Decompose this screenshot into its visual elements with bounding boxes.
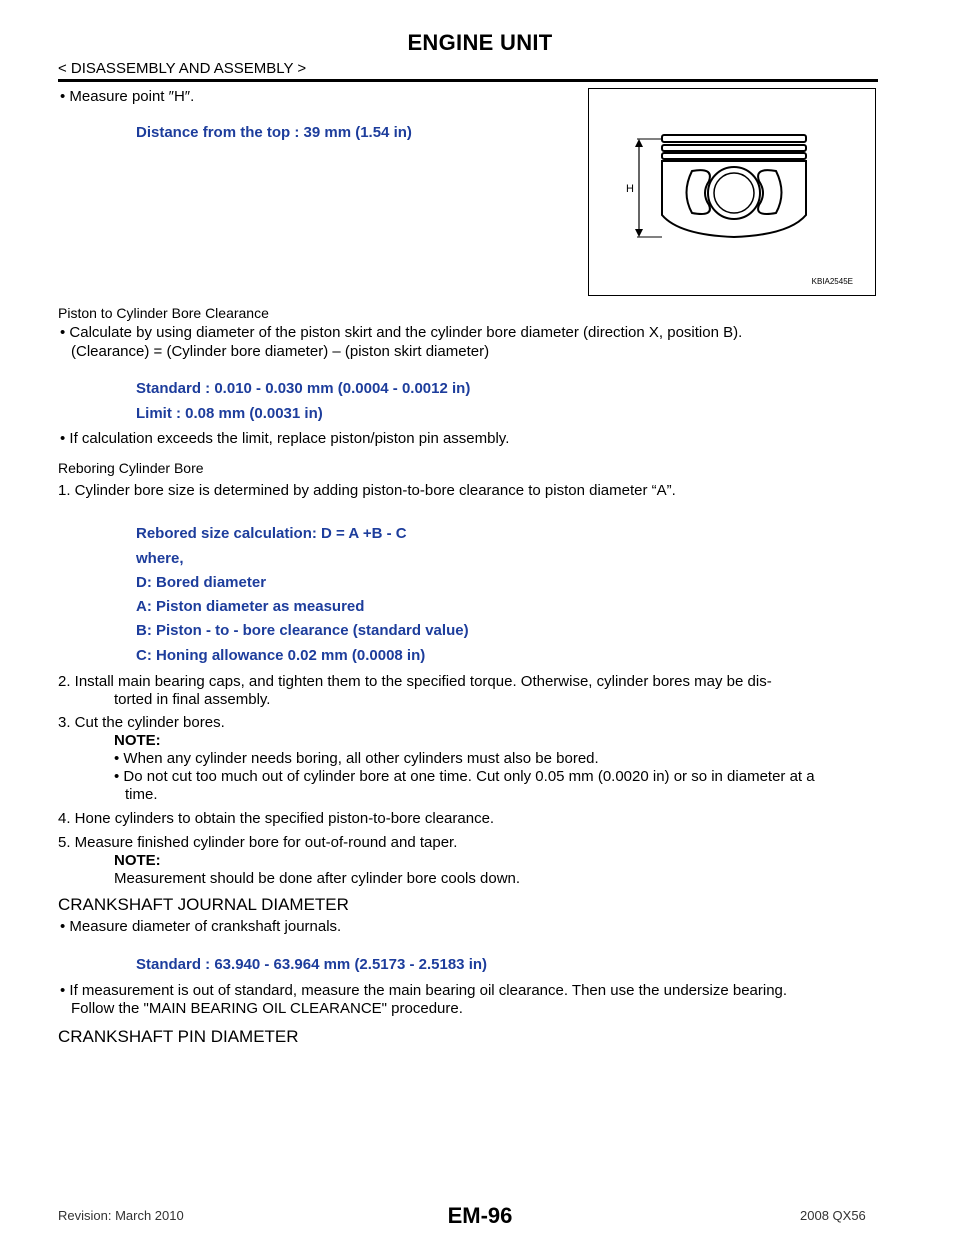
footer-revision: Revision: March 2010 <box>58 1208 184 1223</box>
calc-line: C: Honing allowance 0.02 mm (0.0008 in) <box>136 647 426 664</box>
clearance-heading: Piston to Cylinder Bore Clearance <box>58 305 269 321</box>
pin-heading: CRANKSHAFT PIN DIAMETER <box>58 1027 299 1046</box>
header-rule <box>58 79 878 82</box>
reboring-step1: 1. Cylinder bore size is determined by adding piston-to-bore clearance to piston diameter “A”. <box>58 482 676 499</box>
reboring-step2: 2. Install main bearing caps, and tighten them to the specified torque. Otherwise, cylinder bores may be dis- <box>58 673 772 690</box>
section-breadcrumb: < DISASSEMBLY AND ASSEMBLY > <box>58 60 307 77</box>
note-text: Measurement should be done after cylinder bore cools down. <box>114 870 521 887</box>
calc-line: B: Piston - to - bore clearance (standard value) <box>136 622 469 639</box>
reboring-heading: Reboring Cylinder Bore <box>58 460 204 476</box>
note-bullet-cont: time. <box>125 786 158 803</box>
note-bullet: • When any cylinder needs boring, all other cylinders must also be bored. <box>114 750 599 767</box>
footer-model: 2008 QX56 <box>800 1208 866 1223</box>
figure-code: KBIA2545E <box>811 277 853 286</box>
piston-figure <box>588 88 876 296</box>
journal-standard: Standard : 63.940 - 63.964 mm (2.5173 - 2.5183 in) <box>136 956 488 973</box>
calc-line: D: Bored diameter <box>136 574 267 591</box>
calc-line: Rebored size calculation: D = A +B - C <box>136 525 407 542</box>
measure-point-text: • Measure point ″H″. <box>60 88 195 105</box>
clearance-exceeds: • If calculation exceeds the limit, replace piston/piston pin assembly. <box>60 430 510 447</box>
reboring-step2-cont: torted in final assembly. <box>114 691 271 708</box>
journal-heading: CRANKSHAFT JOURNAL DIAMETER <box>58 895 349 914</box>
page-title: ENGINE UNIT <box>407 30 553 55</box>
reboring-step4: 4. Hone cylinders to obtain the specified piston-to-bore clearance. <box>58 810 495 827</box>
calc-line: A: Piston diameter as measured <box>136 598 365 615</box>
clearance-line1: • Calculate by using diameter of the piston skirt and the cylinder bore diameter (direction X, position B). <box>60 324 743 341</box>
journal-line3: Follow the "MAIN BEARING OIL CLEARANCE" procedure. <box>71 1000 463 1017</box>
distance-spec: Distance from the top : 39 mm (1.54 in) <box>136 124 412 141</box>
journal-line1: • Measure diameter of crankshaft journals. <box>60 918 342 935</box>
note-label: NOTE: <box>114 852 161 869</box>
reboring-step3: 3. Cut the cylinder bores. <box>58 714 225 731</box>
clearance-line2: (Clearance) = (Cylinder bore diameter) – (piston skirt diameter) <box>71 343 490 360</box>
clearance-standard: Standard : 0.010 - 0.030 mm (0.0004 - 0.0012 in) <box>136 380 471 397</box>
clearance-limit: Limit : 0.08 mm (0.0031 in) <box>136 405 323 422</box>
dimension-h-label: H <box>626 183 634 195</box>
reboring-step5: 5. Measure finished cylinder bore for out-of-round and taper. <box>58 834 458 851</box>
note-label: NOTE: <box>114 732 161 749</box>
calc-line: where, <box>136 550 184 567</box>
note-bullet: • Do not cut too much out of cylinder bore at one time. Cut only 0.05 mm (0.0020 in) or so in diameter at a <box>114 768 815 785</box>
footer-page-number: EM-96 <box>447 1203 513 1228</box>
journal-line2: • If measurement is out of standard, measure the main bearing oil clearance. Then use the undersize bearing. <box>60 982 788 999</box>
